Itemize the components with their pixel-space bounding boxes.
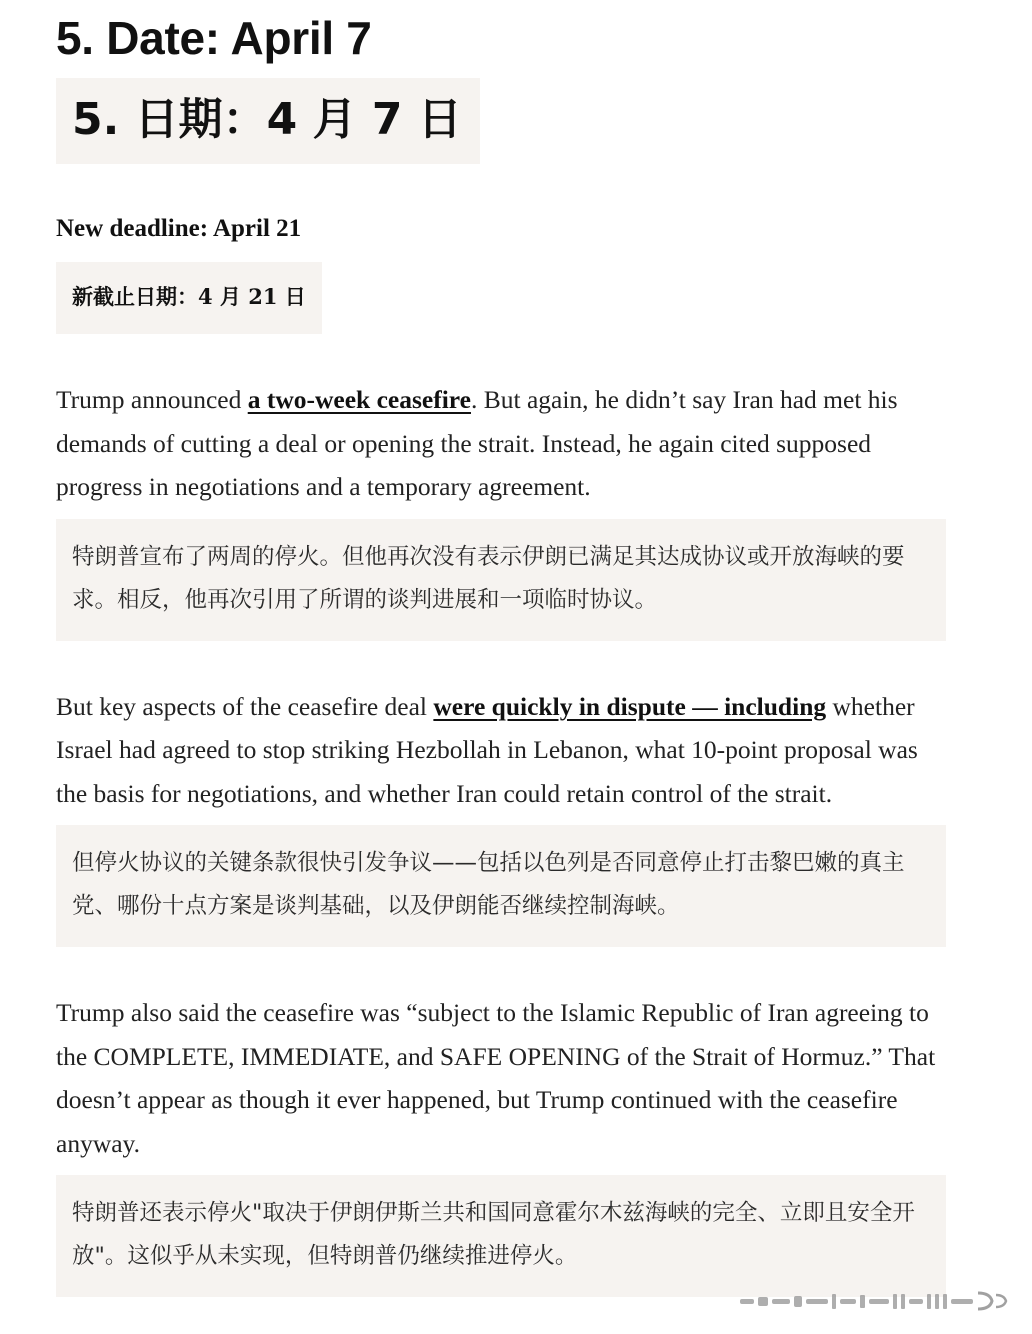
paragraph-en-3: Trump also said the ceasefire was “subject to the Islamic Republic of Iran agreeing to the COMPLETE, IMMEDIATE, and SAFE OPENING of the Strait of Hormuz.” That doesn’t appear as though it ever happened, but Trump continued with the ceasefire anyway. [56, 998, 936, 1158]
paragraph-en-2-text-end: whether Israel had agreed to stop striking Hezbollah in Lebanon, what 10-point proposal was the basis for negotiations, and whether Iran could retain control of the strait. [56, 691, 918, 808]
deadline-zh-wrap [56, 246, 946, 334]
dispute-link[interactable]: were quickly in dispute — including [433, 691, 827, 721]
watermark-icon [740, 1290, 1010, 1312]
paragraph-en-1-text-end: . But again, he didn’t say Iran had met his demands of cutting a deal or opening the strait. Instead, he again cited supposed progress in negotiations and a temporary agreement. [56, 385, 898, 501]
section-heading-en: 5. Date: April 7 [56, 12, 372, 64]
paragraph-zh-2: 但停火协议的关键条款很快引发争议——包括以色列是否同意停止打击黎巴嫩的真主党、哪份十点方案是谈判基础，以及伊朗能否继续控制海峡。 [56, 825, 946, 947]
two-week-ceasefire-link[interactable]: a two-week ceasefire [247, 385, 471, 414]
paragraph-en-1 [56, 378, 946, 509]
article [56, 0, 946, 1297]
paragraph-zh-1: 特朗普宣布了两周的停火。但他再次没有表示伊朗已满足其达成协议或开放海峡的要求。相反，他再次引用了所谓的谈判进展和一项临时协议。 [56, 519, 946, 641]
paragraph-en-2 [56, 685, 946, 816]
paragraph-en-1-text-start: Trump announced [56, 385, 248, 414]
deadline-en: New deadline: April 21 [56, 215, 302, 242]
paragraph-zh-3: 特朗普还表示停火"取决于伊朗伊斯兰共和国同意霍尔木兹海峡的完全、立即且安全开放"。这似乎从未实现，但特朗普仍继续推进停火。 [56, 1175, 946, 1297]
section-heading-zh: 5. 日期：4 月 7 日 [56, 78, 480, 164]
deadline-zh: 新截止日期：4 月 21 日 [56, 262, 322, 334]
paragraph-en-2-text-start: But key aspects of the ceasefire deal [56, 691, 434, 721]
section-heading-zh-wrap [56, 66, 946, 164]
